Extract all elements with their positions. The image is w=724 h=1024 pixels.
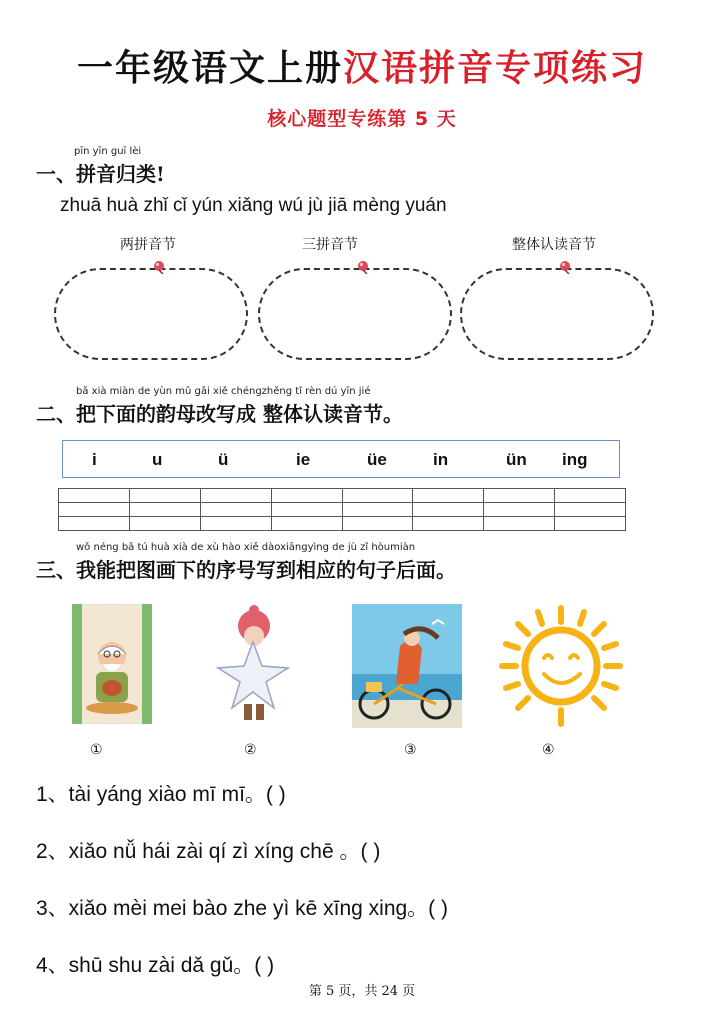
page-title [0, 40, 724, 91]
pushpin-icon [558, 260, 572, 274]
category-label-two: 两拼音节 [120, 237, 176, 253]
vowel-item: ü [218, 450, 229, 469]
sentence-2[interactable]: 2、xiǎo nǚ hái zài qí zì xíng chē 。( ) [36, 840, 381, 863]
picture-number: ④ [542, 742, 555, 758]
title-part-2: 汉语拼音专项练习 [343, 48, 648, 89]
writing-grid[interactable] [58, 488, 626, 531]
girl-bicycle-icon [352, 604, 462, 728]
grandpa-drum-icon [72, 604, 152, 724]
answer-oval-whole[interactable] [460, 268, 654, 360]
smiling-sun-icon [496, 604, 626, 728]
answer-oval-three[interactable] [258, 268, 452, 360]
section1-heading: 一、拼音归类! [36, 162, 165, 186]
girl-star-icon [210, 604, 296, 724]
section1-pinyin: pīn yīn guī lèi [74, 146, 142, 157]
title-part-1: 一年级语文上册 [76, 48, 343, 89]
vowel-box [62, 440, 620, 478]
section2-heading: 二、把下面的韵母改写成 整体认读音节。 [36, 402, 403, 426]
answer-oval-two[interactable] [54, 268, 248, 360]
vowel-item: üe [367, 450, 387, 469]
section3-pinyin: wǒ néng bǎ tú huà xià de xù hào xiě dàoxiāngyìng de jù zǐ hòumiàn [76, 542, 416, 553]
picture-number: ③ [404, 742, 417, 758]
vowel-item: i [92, 450, 97, 469]
vowel-item: ing [562, 450, 588, 469]
page-footer: 第 5 页，共 24 页 [308, 984, 416, 999]
syllable-list: zhuā huà zhǐ cǐ yún xiǎng wú jù jiā mèng yuán [60, 195, 447, 216]
pushpin-icon [152, 260, 166, 274]
sentence-3[interactable]: 3、xiǎo mèi mei bào zhe yì kē xīng xing。( ) [36, 897, 449, 920]
vowel-item: in [433, 450, 449, 469]
picture-number: ② [244, 742, 257, 758]
vowel-item: ün [506, 450, 527, 469]
picture-number: ① [90, 742, 103, 758]
vowel-item: u [152, 450, 163, 469]
category-label-whole: 整体认读音节 [512, 237, 596, 253]
pushpin-icon [356, 260, 370, 274]
section2-pinyin: bǎ xià miàn de yùn mǔ gǎi xiě chéngzhěng tǐ rèn dú yīn jié [76, 386, 371, 397]
category-label-three: 三拼音节 [302, 237, 358, 253]
vowel-item: ie [296, 450, 311, 469]
section3-heading: 三、我能把图画下的序号写到相应的句子后面。 [36, 558, 456, 582]
sentence-4[interactable]: 4、shū shu zài dǎ gǔ。( ) [36, 954, 275, 977]
page-subtitle: 核心题型专练第 5 天 [267, 108, 457, 130]
sentence-1[interactable]: 1、tài yáng xiào mī mī。( ) [36, 783, 286, 806]
